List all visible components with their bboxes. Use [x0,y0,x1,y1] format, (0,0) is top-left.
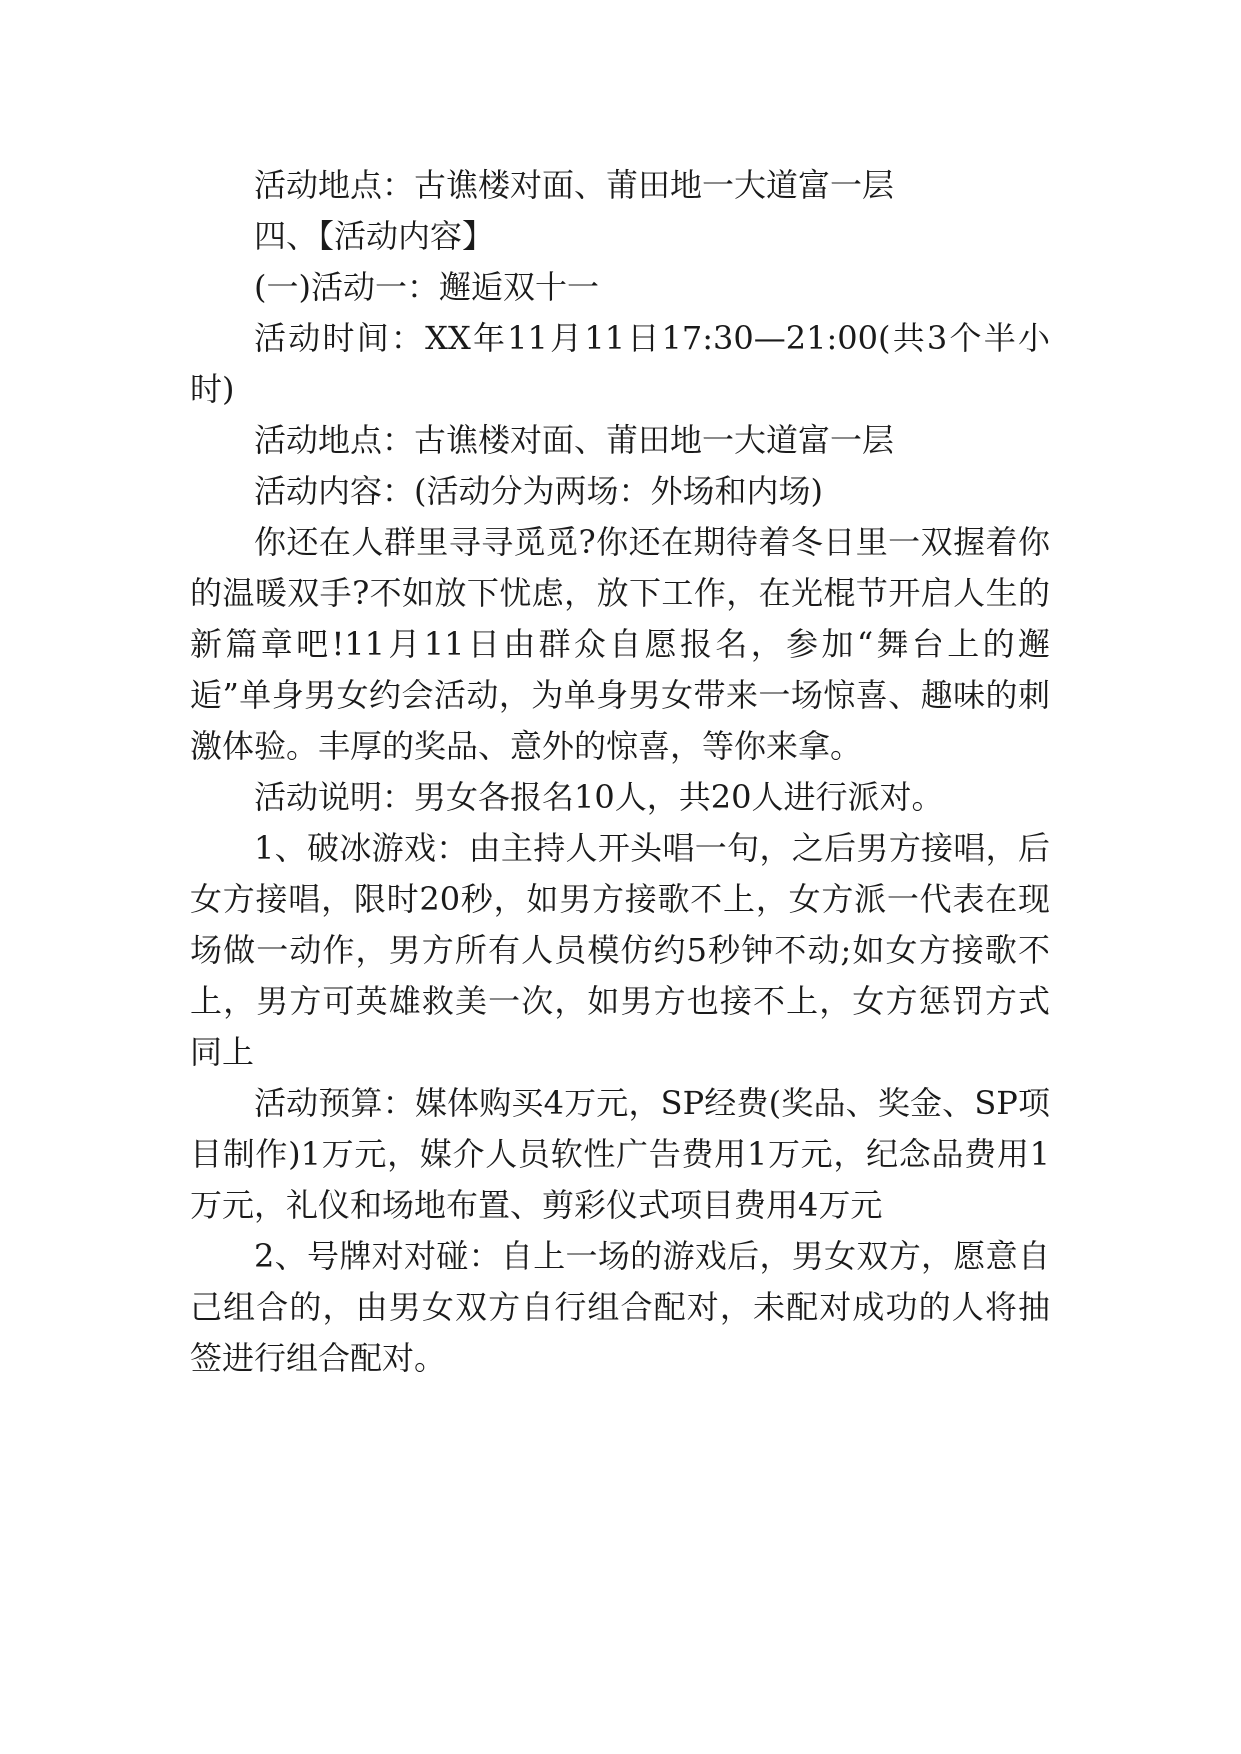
document-body [190,160,1050,1384]
subsection-heading-activity-one: (一)活动一：邂逅双十一 [254,268,599,306]
paragraph-activity-notes: 活动说明：男女各报名10人，共20人进行派对。 [254,778,944,816]
paragraph-icebreaker-game: 1、破冰游戏：由主持人开头唱一句，之后男方接唱，后女方接唱，限时20秒，如男方接歌不上，女方派一代表在现场做一动作，男方所有人员模仿约5秒钟不动;如女方接歌不上，男方可英雄救美一次，如男方也接不上，女方惩罚方式同上 [190,829,1050,1071]
paragraph-number-matching: 2、号牌对对碰：自上一场的游戏后，男女双方，愿意自己组合的，由男女双方自行组合配对，未配对成功的人将抽签进行组合配对。 [190,1237,1050,1377]
paragraph-activity-time: 活动时间：XX年11月11日17:30—21:00(共3个半小时) [190,319,1050,408]
paragraph-intro: 你还在人群里寻寻觅觅?你还在期待着冬日里一双握着你的温暖双手?不如放下忧虑，放下工作，在光棍节开启人生的新篇章吧!11月11日由群众自愿报名，参加“舞台上的邂逅”单身男女约会活动，为单身男女带来一场惊喜、趣味的刺激体验。丰厚的奖品、意外的惊喜，等你来拿。 [190,523,1050,765]
paragraph-budget: 活动预算：媒体购买4万元，SP经费(奖品、奖金、SP项目制作)1万元，媒介人员软性广告费用1万元，纪念品费用1万元，礼仪和场地布置、剪彩仪式项目费用4万元 [190,1084,1050,1224]
paragraph-location: 活动地点：古谯楼对面、莆田地一大道富一层 [254,166,895,204]
section-heading-activity-content: 四、【活动内容】 [254,217,495,255]
paragraph-activity-description: 活动内容：(活动分为两场：外场和内场) [254,472,823,510]
paragraph-activity-location: 活动地点：古谯楼对面、莆田地一大道富一层 [254,421,895,459]
